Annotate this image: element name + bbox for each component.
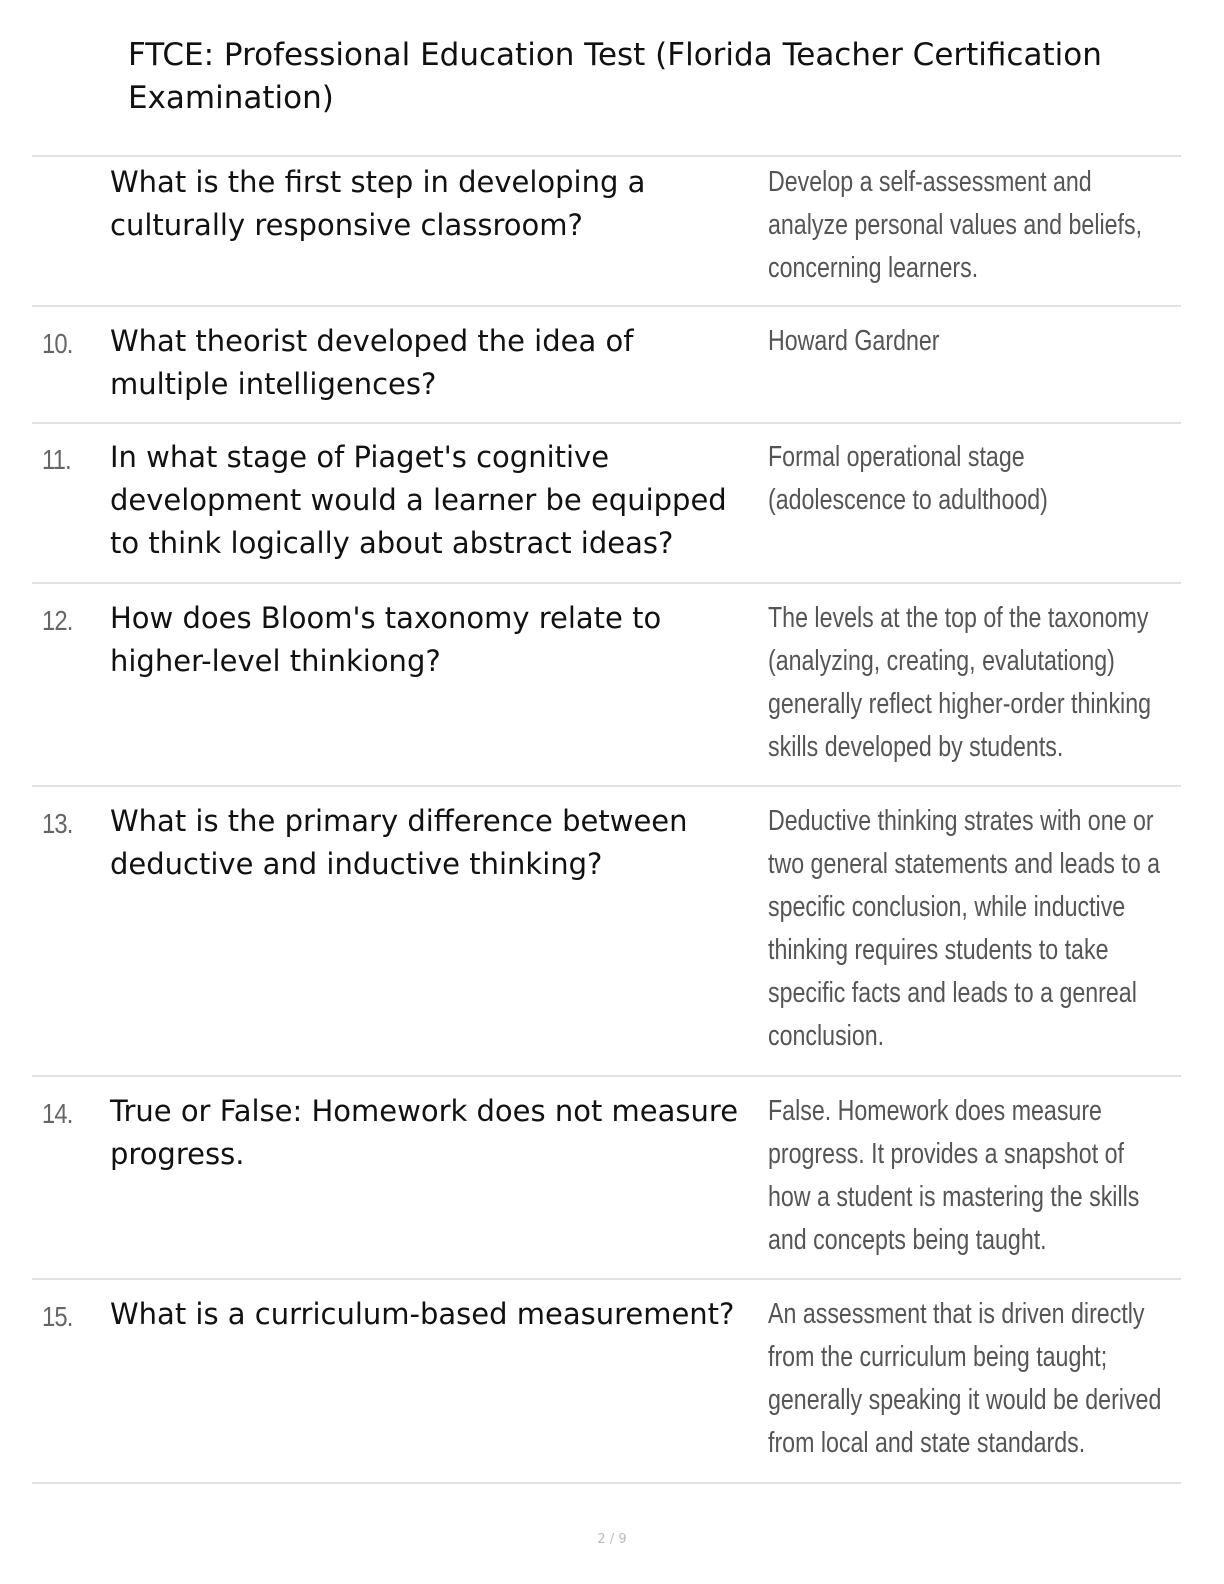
card-number: 13. bbox=[42, 808, 73, 839]
card-number: 15. bbox=[42, 1301, 73, 1332]
flashcard-row bbox=[32, 582, 1181, 787]
card-question: What theorist developed the idea of multiple intelligences? bbox=[110, 324, 634, 401]
card-question: What is the first step in developing a culturally responsive classroom? bbox=[110, 165, 646, 242]
card-question: How does Bloom's taxonomy relate to higher-level thinkiong? bbox=[110, 601, 662, 678]
card-number: 11. bbox=[42, 444, 71, 475]
flashcard-row bbox=[32, 305, 1181, 424]
card-answer: Howard Gardner bbox=[768, 325, 940, 357]
card-number: 14. bbox=[42, 1098, 73, 1129]
card-number: 10. bbox=[42, 328, 73, 359]
card-answer: False. Homework does measure progress. It provides a snapshot of how a student is mastering the skills and concepts being taught. bbox=[768, 1095, 1140, 1256]
card-question: True or False: Homework does not measure progress. bbox=[110, 1094, 739, 1171]
card-question: In what stage of Piaget's cognitive development would a learner be equipped to think logically about abstract ideas? bbox=[110, 440, 727, 560]
card-answer: An assessment that is driven directly from the curriculum being taught; generally speaking it would be derived from local and state standards. bbox=[768, 1298, 1162, 1459]
card-answer: Develop a self-assessment and analyze personal values and beliefs, concerning learners. bbox=[768, 166, 1143, 284]
flashcard-row bbox=[32, 1278, 1181, 1484]
card-question: What is a curriculum-based measurement? bbox=[110, 1297, 735, 1331]
card-number: 12. bbox=[42, 605, 73, 636]
document-title: FTCE: Professional Education Test (Florida Teacher Certification Examination) bbox=[128, 37, 1102, 116]
flashcard-row bbox=[32, 422, 1181, 584]
card-answer: Formal operational stage (adolescence to adulthood) bbox=[768, 441, 1048, 516]
card-question: What is the primary difference between deductive and inductive thinking? bbox=[110, 804, 688, 881]
card-answer: The levels at the top of the taxonomy (analyzing, creating, evalutationg) generally reflect higher-order thinking skills developed by students. bbox=[768, 602, 1152, 763]
card-answer: Deductive thinking strates with one or two general statements and leads to a specific conclusion, while inductive thinking requires students to take specific facts and leads to a genreal conclusion. bbox=[768, 805, 1161, 1052]
flashcard-row bbox=[32, 1075, 1181, 1280]
flashcard-row bbox=[32, 785, 1181, 1077]
footer-divider bbox=[32, 1482, 1181, 1484]
flashcard-row bbox=[32, 155, 1181, 307]
page-number: 2 / 9 bbox=[597, 1532, 627, 1547]
